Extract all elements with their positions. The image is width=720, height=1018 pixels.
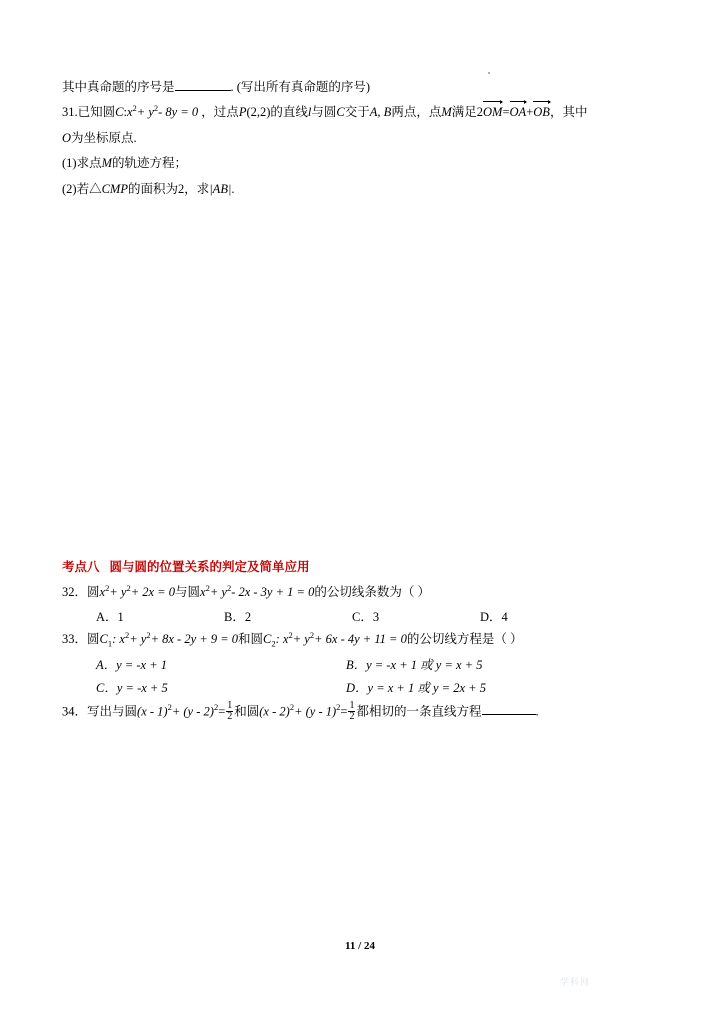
q31-vec-plus: + <box>526 105 534 120</box>
kaodian-title: 圆与圆的位置关系的判定及简单应用 <box>109 559 310 574</box>
answer-blank <box>175 79 231 91</box>
q31-text-g: 满足 <box>451 105 477 120</box>
q34-sup-1: 2 <box>167 701 172 712</box>
q32-text-2: 与圆 <box>175 584 201 599</box>
question-34-stem <box>62 701 662 723</box>
q31-text-a: 已知圆 <box>77 105 116 120</box>
q33-sup-1: 2 <box>124 630 130 641</box>
q32-option-b[interactable]: B．2 <box>224 610 252 625</box>
q31-text-c: 的直线 <box>270 105 308 120</box>
q33-x: : x <box>112 632 125 647</box>
q33-text-1: 圆 <box>87 632 100 647</box>
q31-triangle-cmp: CMP <box>101 181 128 196</box>
q31-line2-text: 为坐标原点. <box>71 130 137 145</box>
q32-sup-1: 2 <box>105 582 110 593</box>
q31-line-l: l <box>307 105 312 120</box>
kaodian-tag: 考点八 <box>62 559 100 574</box>
q33-c1-sub: 1 <box>107 638 113 649</box>
q34-term-3: (x - 2) <box>259 703 290 718</box>
q32-x: x <box>99 584 106 599</box>
question-34-number: 34． <box>62 703 88 718</box>
q34-fraction-1 <box>226 701 233 723</box>
q33-option-a[interactable]: A．y = -x + 1 <box>96 657 168 672</box>
q31-points-ab: A, B <box>369 105 392 120</box>
q32-option-a[interactable]: A．1 <box>96 610 124 625</box>
q34-term-4: + (y - 1) <box>294 703 337 718</box>
question-32-number: 32． <box>62 584 88 599</box>
q31-triangle-symbol: △ <box>89 181 102 196</box>
q32-rest-1: + 2x = 0 <box>130 584 175 599</box>
section-heading-kaodian-8 <box>62 557 662 575</box>
q31-part1-post: 的轨迹方程； <box>112 156 188 171</box>
question-33-options-row-2 <box>62 678 662 696</box>
q31-eq-x: x <box>126 105 133 120</box>
q34-frac2-den: 2 <box>349 711 355 723</box>
q31-text-h: ，其中 <box>549 105 588 120</box>
q34-equals-2: = <box>340 703 348 718</box>
q33-x2: : x <box>275 632 289 647</box>
q33-rest-1: + 8x - 2y + 9 = 0 <box>150 632 239 647</box>
stray-dot-mark <box>488 72 490 74</box>
q34-fraction-2 <box>348 701 355 723</box>
q33-y2: + y <box>292 632 310 647</box>
q31-exp-1: 2 <box>132 103 137 114</box>
q34-frac1-num: 1 <box>227 699 233 711</box>
q34-frac2-num: 1 <box>349 699 355 711</box>
q31-vector-ob: OB <box>533 102 550 122</box>
q33-sup-2: 2 <box>146 630 151 641</box>
q32-text-3: 的公切线条数为（ ） <box>314 584 430 599</box>
q31-part1-pre: (1)求点 <box>62 156 102 171</box>
q32-rest-2: - 2x - 3y + 1 = 0 <box>231 584 315 599</box>
q34-sup-4: 2 <box>336 701 341 712</box>
q34-answer-blank <box>482 703 536 715</box>
q31-p-coords: (2,2) <box>246 105 271 120</box>
question-31-number: 31. <box>62 105 78 120</box>
question-33-options-row-1 <box>62 655 662 673</box>
question-31-part-1 <box>62 154 662 173</box>
q33-option-c[interactable]: C．y = -x + 5 <box>96 680 168 695</box>
fill-in-blank-suffix: . (写出所有真命题的序号) <box>230 80 371 94</box>
q31-point-m: M <box>441 105 452 120</box>
q33-text-3: 的公切线方程是（ ） <box>406 632 523 647</box>
q31-part1-m: M <box>101 156 112 171</box>
fill-in-blank-prefix: 其中真命题的序号是 <box>62 80 175 94</box>
q33-c2-sub: 2 <box>271 638 276 649</box>
q34-sup-3: 2 <box>289 701 295 712</box>
fill-in-blank-line <box>62 78 662 97</box>
q31-part2-end: . <box>231 181 235 196</box>
q31-var-c: C <box>115 105 124 120</box>
question-31-line-1 <box>62 102 662 122</box>
q31-exp-2: 2 <box>153 103 159 114</box>
q34-text-2: 和圆 <box>234 703 260 718</box>
q32-sup-4: 2 <box>226 582 232 593</box>
question-31-part-2 <box>62 180 662 199</box>
q31-point-p: P <box>238 105 247 120</box>
q33-sup-4: 2 <box>309 630 315 641</box>
q34-equals-1: = <box>218 703 226 718</box>
q32-option-c[interactable]: C．3 <box>352 610 380 625</box>
q31-origin-o: O <box>62 130 72 145</box>
q31-text-f: 两点，点 <box>391 105 442 120</box>
q31-eq-rest: - 8y = 0 <box>158 105 199 120</box>
q34-term-2: + (y - 2) <box>171 703 214 718</box>
q31-part2-pre: (2)若 <box>62 181 90 196</box>
q33-option-b[interactable]: B．y = -x + 1 或 y = x + 5 <box>346 657 483 672</box>
q34-text-3: 都相切的一条直线方程 <box>356 703 482 718</box>
q31-part2-mid: 的面积为2，求 <box>127 181 210 196</box>
q34-term-1: (x - 1) <box>137 703 168 718</box>
q33-sup-3: 2 <box>288 630 293 641</box>
q32-y: + y <box>109 584 127 599</box>
blank-work-area-2 <box>62 728 662 878</box>
question-31-line-2 <box>62 129 662 148</box>
q32-x2: x <box>200 584 206 599</box>
q33-c1: C <box>99 632 108 647</box>
q33-rest-2: + 6x - 4y + 11 = 0 <box>314 632 407 647</box>
q32-sup-3: 2 <box>205 582 210 593</box>
q31-eq-y: + y <box>136 105 154 120</box>
q31-circle-c2: C <box>336 105 345 120</box>
q33-c2: C <box>263 632 272 647</box>
q31-colon: : <box>123 105 127 120</box>
question-33-stem <box>62 630 662 649</box>
watermark: 学科网 <box>560 977 591 987</box>
question-32-stem <box>62 583 662 602</box>
q31-vec-equals: = <box>502 105 510 120</box>
q32-option-d[interactable]: D．4 <box>480 610 508 625</box>
q32-text-1: 圆 <box>87 584 100 599</box>
question-32-options <box>62 607 662 625</box>
question-33-number: 33． <box>62 632 88 647</box>
q34-sup-2: 2 <box>213 701 219 712</box>
q33-option-d[interactable]: D．y = x + 1 或 y = 2x + 5 <box>346 680 486 695</box>
blank-work-area-1 <box>62 205 662 557</box>
q31-text-b: ，过点 <box>201 105 239 120</box>
q31-text-e: 交于 <box>344 105 370 120</box>
q31-text-d: 与圆 <box>311 105 337 120</box>
q32-sup-2: 2 <box>126 582 131 593</box>
q31-abs-ab: |AB| <box>209 181 232 196</box>
q34-period: . <box>535 703 539 718</box>
q33-y: + y <box>129 632 147 647</box>
page-number: 11 / 24 <box>345 940 375 952</box>
q34-frac1-den: 2 <box>227 711 233 723</box>
q31-vec-coef: 2 <box>476 105 484 120</box>
document-content <box>62 78 662 878</box>
q31-vector-om: OM <box>483 102 502 122</box>
q33-text-2: 和圆 <box>238 632 264 647</box>
q31-vector-oa: OA <box>510 102 527 122</box>
q32-y2: + y <box>209 584 227 599</box>
q34-text-1: 写出与圆 <box>87 703 138 718</box>
